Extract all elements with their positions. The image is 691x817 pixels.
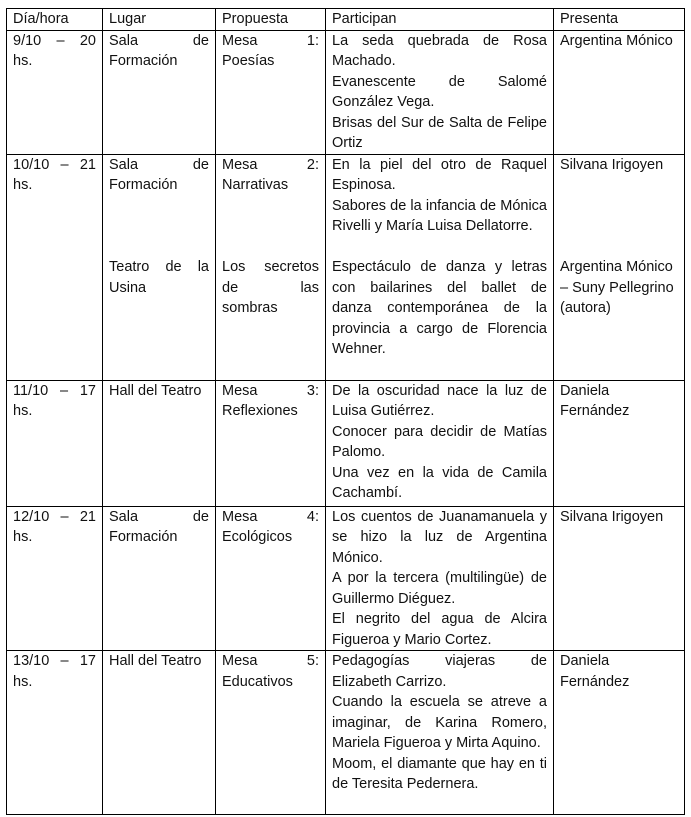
presenta-entry: Argentina Mónico – Suny Pellegrino (autora) (560, 259, 674, 316)
participant-entry: Evanescente de Salomé González Vega. (332, 73, 547, 110)
participant-entry: Moom, el diamante que hay en ti de Teresita Pedernera. (332, 755, 547, 792)
cell-lugar: Sala de Formación (103, 506, 216, 651)
propuesta-entry: Mesa 2: Narrativas (222, 156, 319, 193)
participant-entry: Conocer para decidir de Matías Palomo. (332, 423, 547, 460)
participant-entry: Espectáculo de danza y letras con bailarines del ballet de danza contemporánea de la provincia a cargo de Florencia Wehner. (332, 259, 547, 357)
cell-propuesta (216, 154, 326, 380)
cell-lugar: Sala de Formación (103, 30, 216, 154)
table-row (7, 506, 685, 651)
cell-dia-hora: 12/10 – 21 hs. (7, 506, 103, 651)
cell-presenta (554, 154, 685, 380)
cell-propuesta: Mesa 4: Ecológicos (216, 506, 326, 651)
participant-entry: Sabores de la infancia de Mónica Rivelli y María Luisa Dellatorre. (332, 197, 547, 234)
propuesta-entry: Los secretos de las sombras (222, 259, 319, 316)
participant-entry: Los cuentos de Juanamanuela y se hizo la luz de Argentina Mónico. (332, 508, 547, 566)
participant-entry: Brisas del Sur de Salta de Felipe Ortiz (332, 114, 547, 151)
cell-dia-hora: 10/10 – 21 hs. (7, 154, 103, 380)
lugar-entry: Sala de Formación (109, 156, 209, 193)
participant-entry: La seda quebrada de Rosa Machado. (332, 32, 547, 69)
header-lugar: Lugar (103, 9, 216, 31)
cell-lugar (103, 154, 216, 380)
presenta-entry: Silvana Irigoyen (560, 156, 664, 173)
cell-dia-hora: 9/10 – 20 hs. (7, 30, 103, 154)
participant-entry: De la oscuridad nace la luz de Luisa Gutiérrez. (332, 382, 547, 419)
cell-presenta: Silvana Irigoyen (554, 506, 685, 651)
cell-propuesta: Mesa 3: Reflexiones (216, 380, 326, 506)
cell-participan (326, 30, 554, 154)
cell-participan (326, 380, 554, 506)
table-row (7, 30, 685, 154)
header-propuesta: Propuesta (216, 9, 326, 31)
cell-propuesta: Mesa 1: Poesías (216, 30, 326, 154)
lugar-entry: Teatro de la Usina (109, 259, 209, 296)
participant-entry: Cuando la escuela se atreve a imaginar, de Karina Romero, Mariela Figueroa y Mirta Aquino. (332, 694, 547, 751)
cell-participan (326, 651, 554, 815)
header-row (7, 9, 685, 31)
cell-participan (326, 506, 554, 651)
cell-lugar: Hall del Teatro (103, 380, 216, 506)
table-row (7, 154, 685, 380)
participant-entry: En la piel del otro de Raquel Espinosa. (332, 156, 547, 193)
header-presenta: Presenta (554, 9, 685, 31)
cell-presenta: Argentina Mónico (554, 30, 685, 154)
header-participan: Participan (326, 9, 554, 31)
cell-participan (326, 154, 554, 380)
table-row (7, 651, 685, 815)
participant-entry: Pedagogías viajeras de Elizabeth Carrizo. (332, 653, 547, 690)
cell-presenta: Daniela Fernández (554, 651, 685, 815)
participant-entry: El negrito del agua de Alcira Figueroa y Mario Cortez. (332, 611, 547, 648)
participant-entry: Una vez en la vida de Camila Cachambí. (332, 464, 547, 501)
participant-entry: A por la tercera (multilingüe) de Guillermo Diéguez. (332, 570, 547, 607)
table-row (7, 380, 685, 506)
cell-presenta: Daniela Fernández (554, 380, 685, 506)
schedule-table (6, 8, 685, 815)
header-dia-hora: Día/hora (7, 9, 103, 31)
cell-dia-hora: 13/10 – 17 hs. (7, 651, 103, 815)
cell-dia-hora: 11/10 – 17 hs. (7, 380, 103, 506)
cell-lugar: Hall del Teatro (103, 651, 216, 815)
cell-propuesta: Mesa 5: Educativos (216, 651, 326, 815)
